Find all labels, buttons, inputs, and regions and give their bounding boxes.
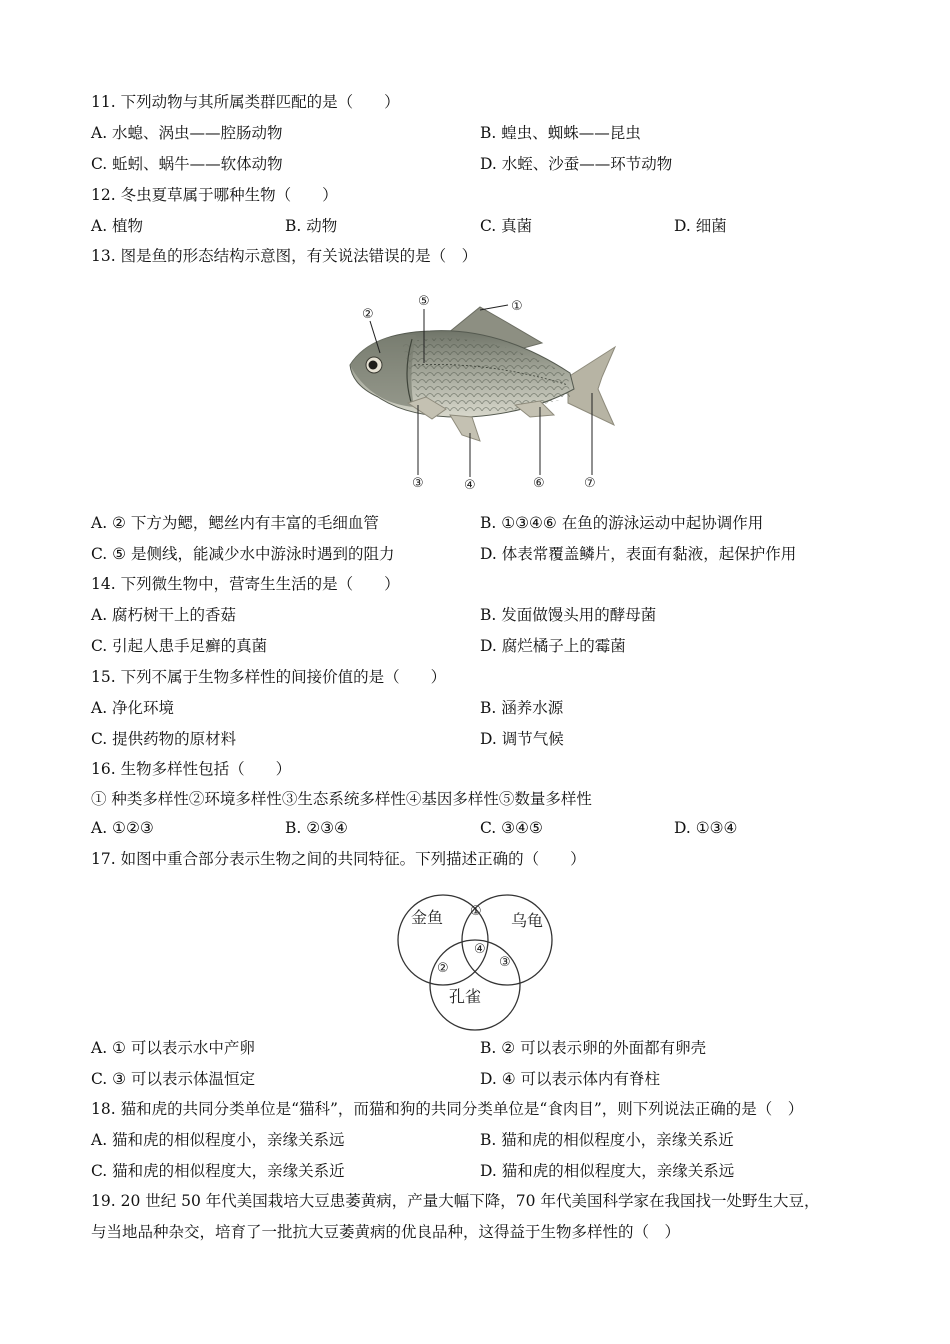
fish-label-7: ⑦: [584, 476, 596, 491]
q14-stem: 14. 下列微生物中，营寄生生活的是（ ）: [91, 575, 400, 593]
q18-option-b: B. 猫和虎的相似程度小，亲缘关系近: [480, 1131, 734, 1149]
q15-option-c: C. 提供药物的原材料: [91, 730, 237, 748]
q16-option-c: C. ③④⑤: [480, 819, 543, 837]
q11-stem: 11. 下列动物与其所属类群匹配的是（ ）: [91, 93, 400, 111]
q13-option-c: C. ⑤ 是侧线，能减少水中游泳时遇到的阻力: [91, 545, 395, 563]
q12-options: [91, 216, 871, 236]
q11-options-row1: [91, 123, 871, 143]
q18-options-row1: [91, 1130, 871, 1150]
q14-option-c: C. 引起人患手足癣的真菌: [91, 637, 268, 655]
fish-pelvic-fin: [450, 415, 480, 441]
fish-label-5: ⑤: [418, 294, 430, 309]
q16-option-b: B. ②③④: [285, 819, 348, 837]
q12-option-c: C. 真菌: [480, 217, 533, 235]
fish-label-6: ⑥: [533, 476, 545, 491]
q13-stem: 13. 图是鱼的形态结构示意图，有关说法错误的是（ ）: [91, 247, 478, 265]
q17-option-d: D. ④ 可以表示体内有脊柱: [480, 1070, 661, 1088]
q18-option-d: D. 猫和虎的相似程度大，亲缘关系远: [480, 1162, 735, 1180]
q17-option-b: B. ② 可以表示卵的外面都有卵壳: [480, 1039, 707, 1057]
q17-option-c: C. ③ 可以表示体温恒定: [91, 1070, 255, 1088]
venn-num-1: ①: [470, 904, 482, 919]
q13-option-d: D. 体表常覆盖鳞片，表面有黏液，起保护作用: [480, 545, 797, 563]
q13-option-b: B. ①③④⑥ 在鱼的游泳运动中起协调作用: [480, 514, 764, 532]
venn-label-peacock: 孔雀: [449, 987, 482, 1006]
q15-option-a: A. 净化环境: [91, 699, 175, 717]
q12-option-b: B. 动物: [285, 217, 338, 235]
q19-line1: 19. 20 世纪 50 年代美国栽培大豆患萎黄病，产量大幅下降，70 年代美国科学家在我国找一处野生大豆，: [91, 1192, 820, 1210]
venn-diagram: [385, 893, 565, 1031]
q12-stem: 12. 冬虫夏草属于哪种生物（ ）: [91, 186, 338, 204]
q12-option-d: D. 细菌: [674, 217, 727, 235]
q11-option-c: C. 蚯蚓、蜗牛——软体动物: [91, 155, 283, 173]
q13-option-a: A. ② 下方为鳃，鳃丝内有丰富的毛细血管: [91, 514, 379, 532]
fish-label-1: ①: [511, 299, 523, 314]
q14-options-row2: [91, 636, 871, 656]
q15-options-row1: [91, 698, 871, 718]
q16-sub: ① 种类多样性②环境多样性③生态系统多样性④基因多样性⑤数量多样性: [91, 790, 592, 808]
q19-line2: 与当地品种杂交，培育了一批抗大豆萎黄病的优良品种，这得益于生物多样性的（ ）: [91, 1223, 681, 1241]
q14-option-b: B. 发面做馒头用的酵母菌: [480, 606, 657, 624]
q17-stem: 17. 如图中重合部分表示生物之间的共同特征。下列描述正确的（ ）: [91, 850, 586, 868]
q11-option-d: D. 水蛭、沙蚕——环节动物: [480, 155, 673, 173]
fish-label-2: ②: [362, 307, 374, 322]
q18-stem: 18. 猫和虎的共同分类单位是“猫科”，而猫和狗的共同分类单位是“食肉目”，则下列说法正确的是（ ）: [91, 1100, 804, 1118]
venn-num-4: ④: [474, 942, 486, 957]
venn-num-2: ②: [437, 961, 449, 976]
q11-option-b: B. 蝗虫、蜘蛛——昆虫: [480, 124, 641, 142]
q16-option-a: A. ①②③: [91, 819, 154, 837]
venn-num-3: ③: [499, 955, 511, 970]
q16-option-d: D. ①③④: [674, 819, 738, 837]
q15-options-row2: [91, 729, 871, 749]
q17-options-row2: [91, 1069, 871, 1089]
fish-label-3: ③: [412, 476, 424, 491]
venn-label-turtle: 乌龟: [511, 911, 544, 930]
q13-options-row2: [91, 544, 871, 564]
q17-options-row1: [91, 1038, 871, 1058]
q17-option-a: A. ① 可以表示水中产卵: [91, 1039, 255, 1057]
q18-option-c: C. 猫和虎的相似程度大，亲缘关系近: [91, 1162, 345, 1180]
q15-stem: 15. 下列不属于生物多样性的间接价值的是（ ）: [91, 668, 447, 686]
venn-label-goldfish: 金鱼: [411, 908, 444, 927]
q11-option-a: A. 水螅、涡虫——腔肠动物: [91, 124, 283, 142]
q12-option-a: A. 植物: [91, 217, 144, 235]
fish-label-4: ④: [464, 478, 476, 493]
q18-options-row2: [91, 1161, 871, 1181]
q13-options-row1: [91, 513, 871, 533]
q18-option-a: A. 猫和虎的相似程度小，亲缘关系远: [91, 1131, 345, 1149]
q16-stem: 16. 生物多样性包括（ ）: [91, 760, 292, 778]
q15-option-d: D. 调节气候: [480, 730, 564, 748]
q14-option-d: D. 腐烂橘子上的霉菌: [480, 637, 626, 655]
q14-option-a: A. 腐朽树干上的香菇: [91, 606, 237, 624]
q16-options: [91, 818, 871, 838]
fish-diagram: [330, 285, 640, 500]
q14-options-row1: [91, 605, 871, 625]
q11-options-row2: [91, 154, 871, 174]
q15-option-b: B. 涵养水源: [480, 699, 564, 717]
